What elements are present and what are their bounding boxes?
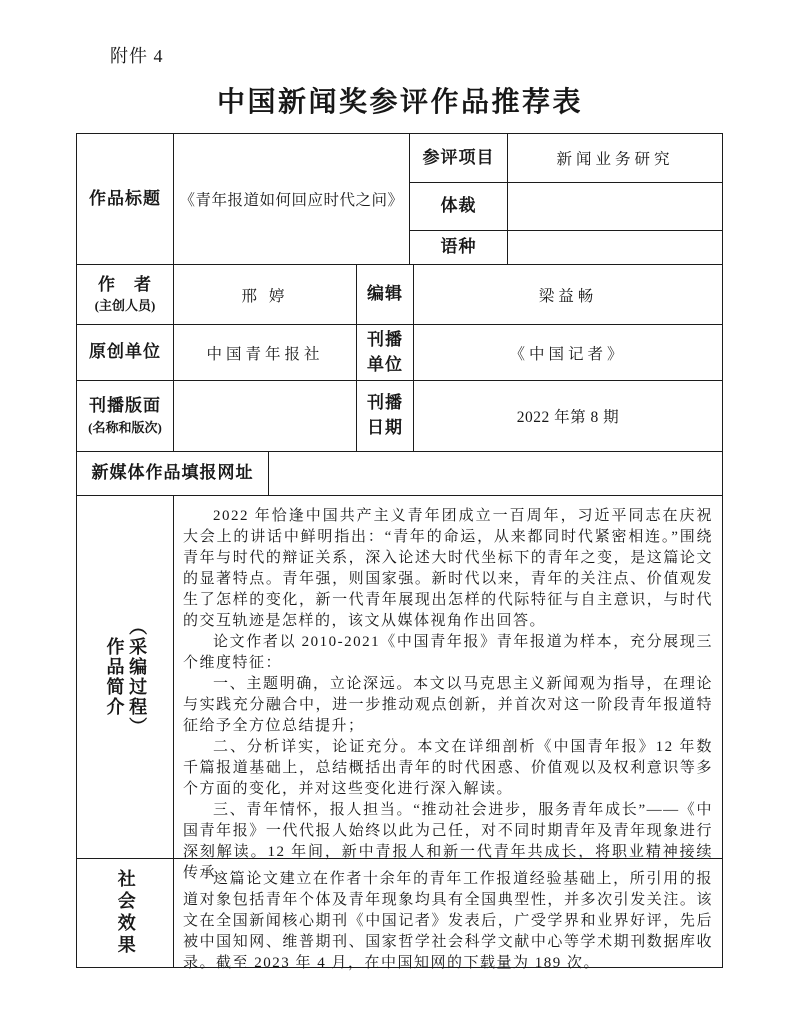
publish-page-value bbox=[173, 381, 356, 451]
social-effect-label: 社会效果 bbox=[115, 869, 136, 957]
work-intro-label bbox=[77, 496, 173, 858]
work-title-label: 作品标题 bbox=[89, 188, 161, 208]
language-value bbox=[507, 231, 722, 264]
work-intro-text bbox=[173, 496, 722, 881]
row-publish-page-date bbox=[77, 380, 722, 451]
row-new-media-url bbox=[77, 451, 722, 495]
intro-paragraph-1: 2022 年恰逢中国共产主义青年团成立一百周年，习近平同志在庆祝大会上的讲话中鲜明指出：“青年的命运，从来都同时代紧密相连。”围绕青年与时代的辩证关系，深入论述大时代坐标下的青年之变，是这篇论文的显著特点。青年强，则国家强。新时代以来，青年的关注点、价值观发生了怎样的变化，新一代青年展现出怎样的代际特征与自主意识，与时代的交互轨迹是怎样的，该文从媒体视角作出回答。 bbox=[183, 508, 713, 629]
work-title-value: 《青年报道如何回应时代之问》 bbox=[173, 134, 409, 264]
original-unit-value: 中国青年报社 bbox=[173, 325, 356, 380]
author-label-main: 作 者 bbox=[97, 274, 152, 294]
publish-date-label: 刊播日期 bbox=[356, 381, 413, 451]
subrow-language bbox=[410, 230, 722, 264]
new-media-url-value bbox=[268, 452, 722, 495]
attachment-label: 附件 4 bbox=[110, 46, 164, 66]
author-value: 邢 婷 bbox=[173, 265, 356, 324]
author-label-sub: (主创人员) bbox=[94, 298, 156, 314]
language-label: 语种 bbox=[440, 237, 477, 257]
editor-label: 编辑 bbox=[356, 265, 413, 324]
social-effect-paragraph-1: 这篇论文建立在作者十余年的青年工作报道经验基础上，所引用的报道对象包括青年个体及青年现象均具有全国典型性，并多次引发关注。该文在全国新闻核心期刊《中国记者》发表后，广受学界和业界好评，先后被中国知网、维普期刊、国家哲学社会科学文献中心等学术期刊数据库收录。截至 2023 年 4 月，在中国知网的下载量为 189 次。 bbox=[183, 871, 713, 971]
page-title: 中国新闻奖参评作品推荐表 bbox=[216, 87, 583, 118]
recommendation-form-table bbox=[76, 133, 723, 971]
row-author-editor bbox=[77, 264, 722, 324]
publish-unit-label: 刊播单位 bbox=[356, 325, 413, 380]
row-work-intro bbox=[77, 495, 722, 881]
intro-paragraph-2: 论文作者以 2010-2021《中国青年报》青年报道为样本，充分展现三个维度特征： bbox=[183, 634, 713, 671]
publish-unit-value: 《中国记者》 bbox=[413, 325, 722, 380]
row-original-publish-unit bbox=[77, 324, 722, 380]
entry-category-label: 参评项目 bbox=[422, 147, 495, 167]
category-genre-language-group bbox=[409, 134, 722, 264]
work-intro-label-main: 作品简介 bbox=[104, 637, 125, 717]
work-intro-label-sub: （采编过程） bbox=[127, 617, 148, 737]
new-media-url-label: 新媒体作品填报网址 bbox=[91, 463, 254, 483]
genre-label: 体裁 bbox=[440, 196, 477, 216]
genre-value bbox=[507, 183, 722, 230]
social-effect-text bbox=[173, 859, 722, 971]
subrow-entry-category bbox=[410, 134, 722, 182]
intro-paragraph-5: 三、青年情怀，报人担当。“推动社会进步，服务青年成长”——《中国青年报》一代代报人始终以此为己任，对不同时期青年及青年现象进行深刻解读。12 年间，新中青报人和新一代青年共成长，将职业精神接续传承。 bbox=[183, 802, 713, 881]
editor-value: 梁益畅 bbox=[413, 265, 722, 324]
row-social-effect bbox=[77, 858, 722, 971]
intro-paragraph-4: 二、分析详实，论证充分。本文在详细剖析《中国青年报》12 年数千篇报道基础上，总结概括出青年的时代困惑、价值观以及权利意识等多个方面的变化，并对这些变化进行深入解读。 bbox=[183, 739, 713, 797]
intro-paragraph-3: 一、主题明确，立论深远。本文以马克思主义新闻观为指导，在理论与实践充分融合中，进一步推动观点创新，并首次对这一阶段青年报道特征给予全方位总结提升； bbox=[183, 676, 713, 734]
original-unit-label: 原创单位 bbox=[89, 342, 161, 362]
social-effect-label-cell bbox=[77, 859, 173, 967]
entry-category-value: 新闻业务研究 bbox=[507, 134, 722, 182]
subrow-genre bbox=[410, 182, 722, 230]
publish-page-label-main: 刊播版面 bbox=[88, 396, 161, 416]
author-label bbox=[77, 265, 173, 324]
publish-page-label bbox=[77, 381, 173, 451]
publish-page-label-sub: (名称和版次) bbox=[88, 419, 162, 435]
row-work-title bbox=[77, 134, 722, 264]
publish-date-value: 2022 年第 8 期 bbox=[413, 381, 722, 451]
